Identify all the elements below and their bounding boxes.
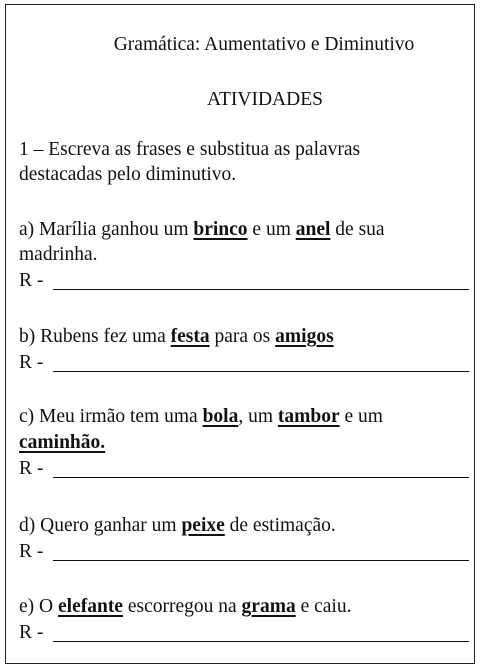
item-letter: e) xyxy=(19,596,35,617)
sentence-text: Meu irmão tem uma xyxy=(34,406,203,427)
instruction-line-2: destacadas pelo diminutivo. xyxy=(19,164,237,185)
item-a-sentence xyxy=(19,218,385,242)
sentence-text: Rubens fez uma xyxy=(35,326,171,347)
sentence-text: e caiu. xyxy=(295,596,352,617)
answer-row-b[interactable] xyxy=(19,351,471,375)
highlighted-word: amigos xyxy=(275,326,334,347)
answer-label: R - xyxy=(19,352,44,373)
item-letter: a) xyxy=(19,219,35,240)
worksheet-title: Gramática: Aumentativo e Diminutivo xyxy=(113,34,415,55)
highlighted-word: brinco xyxy=(193,219,248,240)
item-c-sentence xyxy=(19,405,383,429)
sentence-text: e um xyxy=(247,219,296,240)
sentence-text: Marília ganhou um xyxy=(34,219,194,240)
sentence-text: Quero ganhar um xyxy=(35,515,182,536)
answer-label: R - xyxy=(19,458,44,479)
highlighted-word: tambor xyxy=(277,406,340,427)
item-c-sentence-continued xyxy=(19,431,105,455)
item-a-sentence-continued: madrinha. xyxy=(19,244,98,265)
highlighted-word: elefante xyxy=(58,596,123,617)
item-letter: d) xyxy=(19,515,36,536)
answer-row-a[interactable] xyxy=(19,269,471,293)
answer-line[interactable] xyxy=(53,477,469,478)
item-letter: b) xyxy=(19,326,36,347)
answer-line[interactable] xyxy=(53,371,469,372)
item-d-sentence xyxy=(19,514,336,538)
highlighted-word: anel xyxy=(295,219,331,240)
answer-row-d[interactable] xyxy=(19,540,471,564)
sentence-text: e um xyxy=(339,406,383,427)
highlighted-word: festa xyxy=(170,326,210,347)
answer-line[interactable] xyxy=(53,289,469,290)
instruction-line-1: 1 – Escreva as frases e substitua as palavras xyxy=(19,139,361,160)
highlighted-word: peixe xyxy=(181,515,225,536)
item-letter: c) xyxy=(19,406,35,427)
answer-label: R - xyxy=(19,622,44,643)
sentence-text: de estimação. xyxy=(224,515,336,536)
highlighted-word: caminhão. xyxy=(19,432,106,453)
sentence-text: O xyxy=(34,596,58,617)
activities-heading: ATIVIDADES xyxy=(207,89,323,110)
sentence-text: , um xyxy=(238,406,278,427)
answer-label: R - xyxy=(19,541,44,562)
sentence-text: de sua xyxy=(330,219,385,240)
item-b-sentence xyxy=(19,325,334,349)
highlighted-word: bola xyxy=(202,406,239,427)
answer-line[interactable] xyxy=(53,560,469,561)
item-e-sentence xyxy=(19,595,351,619)
answer-row-e[interactable] xyxy=(19,621,471,645)
answer-line[interactable] xyxy=(53,641,469,642)
answer-label: R - xyxy=(19,270,44,291)
answer-row-c[interactable] xyxy=(19,457,471,481)
highlighted-word: grama xyxy=(241,596,296,617)
worksheet-page xyxy=(5,4,475,664)
sentence-text: para os xyxy=(209,326,276,347)
sentence-text: escorregou na xyxy=(122,596,242,617)
